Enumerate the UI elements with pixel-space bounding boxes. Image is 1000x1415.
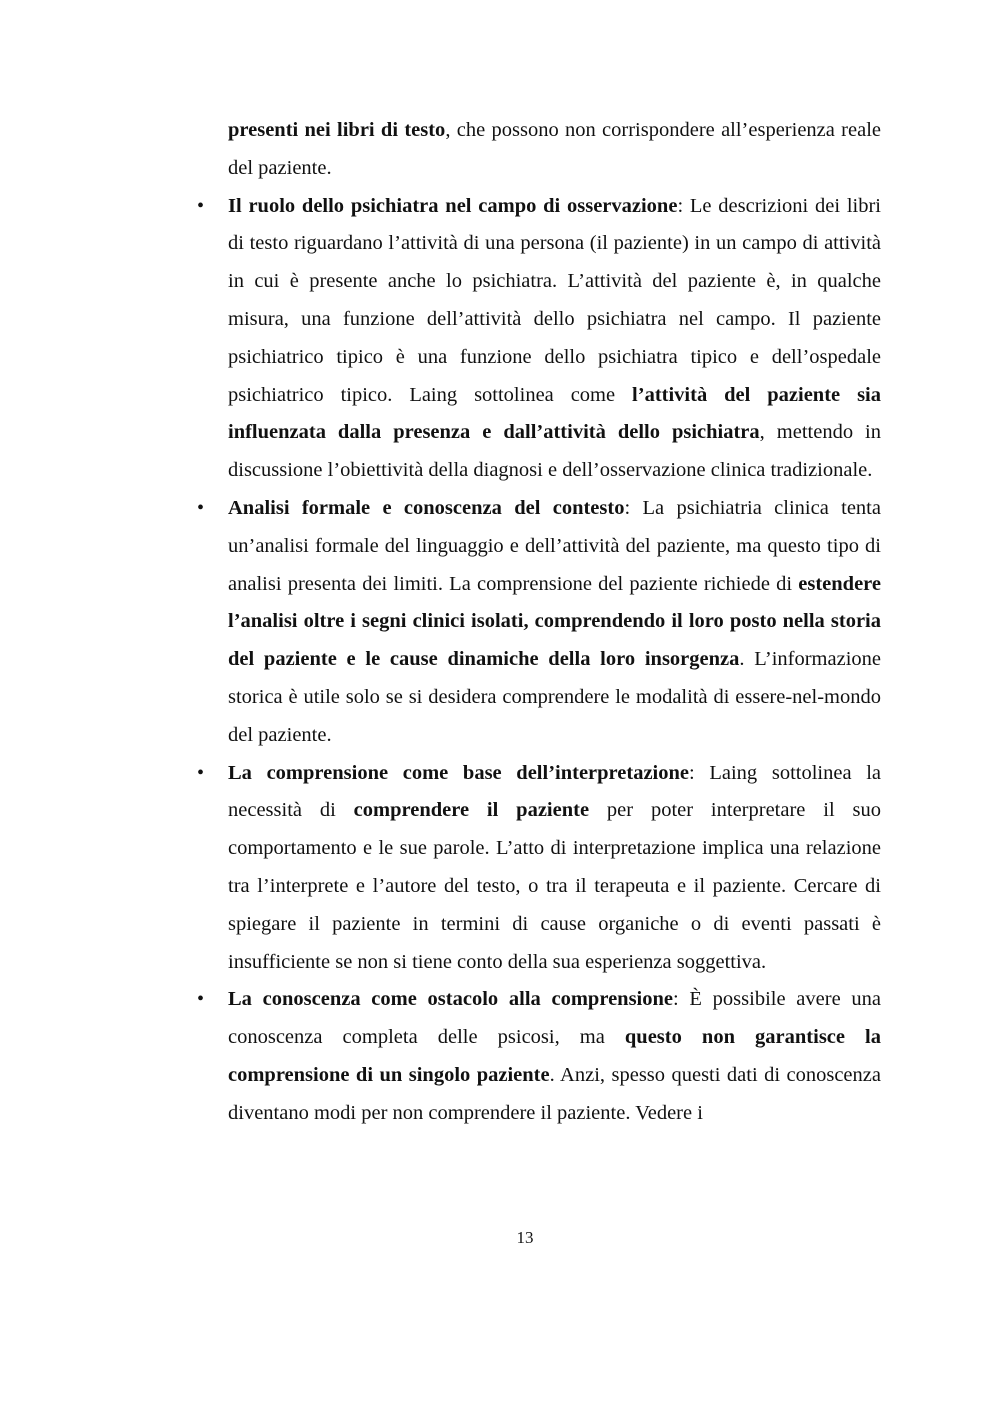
bullet-item <box>197 490 881 755</box>
item-text: . L’informazione storica è utile solo se si desidera comprendere le modalità di essere-nel-mondo del paziente. <box>228 648 881 746</box>
item-heading: La conoscenza come ostacolo alla comprensione <box>228 988 673 1011</box>
item-text: : Le descrizioni dei libri di testo riguardano l’attività di una persona (il paziente) in un campo di attività in cui è presente anche lo psichiatra. L’attività del paziente è, in qualche misura, una funzione dell’attività dello psichiatra nel campo. Il paziente psichiatrico tipico è una funzione dello psichiatra tipico e dell’ospedale psichiatrico tipico. Laing sottolinea come <box>228 194 881 406</box>
item-heading: Analisi formale e conoscenza del contesto <box>228 496 625 519</box>
bullet-item <box>197 981 882 1132</box>
bold-phrase: estendere l’analisi oltre i segni clinici isolati, comprendendo il loro posto nella storia del paziente e le cause dinamiche della loro insorgenza <box>228 572 881 671</box>
bold-phrase: presenti nei libri di testo <box>228 119 446 141</box>
bold-phrase: l’attività del paziente sia influenzata dalla presenza e dall’attività dello psichiatra <box>228 383 881 444</box>
bullet-icon: • <box>197 496 205 519</box>
bullet-icon: • <box>197 988 205 1011</box>
continuation-paragraph <box>228 112 881 188</box>
page-number: 13 <box>516 1228 534 1247</box>
bullet-icon: • <box>197 761 205 784</box>
bullet-icon: • <box>197 194 205 217</box>
item-heading: Il ruolo dello psichiatra nel campo di osservazione <box>228 194 678 217</box>
bullet-item <box>197 188 882 490</box>
bold-phrase: questo non garantisce la comprensione di un singolo paziente <box>228 1026 882 1086</box>
item-text: : La psichiatria clinica tenta un’analisi formale del linguaggio e dell’attività del paziente, ma questo tipo di analisi presenta dei limiti. La comprensione del paziente richiede di <box>228 496 881 595</box>
body-text <box>197 112 882 1133</box>
item-text: , mettendo in discussione l’obiettività della diagnosi e dell’osservazione clinica tradizionale. <box>228 421 882 482</box>
item-heading: La comprensione come base dell’interpretazione <box>228 761 689 784</box>
paragraph-text: , che possono non corrispondere all’esperienza reale del paziente. <box>228 119 881 179</box>
bold-phrase: comprendere il paziente <box>353 799 590 822</box>
item-text: : È possibile avere una conoscenza completa delle psicosi, ma <box>228 988 881 1049</box>
bullet-item <box>197 755 882 982</box>
item-text: . Anzi, spesso questi dati di conoscenza diventano modi per non comprendere il paziente. Vedere i <box>228 1063 881 1124</box>
item-text: : Laing sottolinea la necessità di <box>228 761 882 822</box>
item-text: per poter interpretare il suo comportamento e le sue parole. L’atto di interpretazione implica una relazione tra l’interprete e l’autore del testo, o tra il terapeuta e il paziente. Cercare di spiegare il paziente in termini di cause organiche o di eventi passati è insufficiente se non si tiene conto della sua esperienza soggettiva. <box>228 799 881 973</box>
